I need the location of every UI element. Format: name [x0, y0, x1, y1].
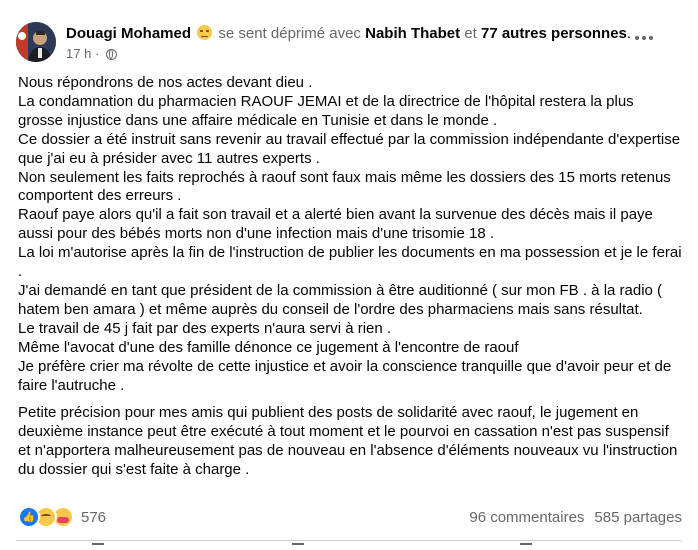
post-paragraph: Le travail de 45 j fait par des experts n'aura servi à rien .	[18, 319, 392, 337]
tagged-person-link[interactable]: Nabih Thabet	[365, 25, 461, 42]
post-author-line	[66, 25, 631, 42]
engagement-stats	[469, 506, 682, 528]
post-paragraph: Même l'avocat d'une des famille dénonce ce jugement à l'encontre de raouf	[18, 338, 519, 356]
post-paragraph: Ce dossier a été instruit sans revenir au travail effectué par la commission indépendante d'expertise que j'ai eu à présider avec 11 autres experts .	[18, 130, 681, 167]
post-paragraph: Non seulement les faits reprochés à raouf sont faux mais même les dossiers des 15 morts retenus comportent des erreurs .	[18, 168, 671, 205]
comments-count-link[interactable]: 96 commentaires	[469, 508, 585, 526]
post-postscript: Petite précision pour mes amis qui publient des posts de solidarité avec raouf, le jugement en deuxième instance peut être exécuté à tout moment et le pourvoi en cassation n'est pas suspensif et n'apportera malheureusement pas de nouveau en l'absence d'éléments nouveaux vu l'instruction du dossier qui s'est faite à charge .	[18, 404, 678, 479]
connector-text: et	[464, 25, 477, 42]
post-paragraph: Raouf paye alors qu'il a fait son travail et a alerté bien avant la survenue des décès mais il paye aussi pour des bébés morts non d'une infection mais d'une trisomie 18 .	[18, 206, 653, 243]
like-action-icon[interactable]	[92, 543, 104, 550]
others-link[interactable]: 77 autres personnes	[480, 25, 627, 42]
post-header	[16, 22, 682, 66]
sad-face-emoji-icon	[197, 25, 212, 40]
post-paragraph: La condamnation du pharmacien RAOUF JEMAI et de la directrice de l'hôpital restera la plus grosse injustice dans une affaire médicale en Tunisie et dans le monde .	[18, 92, 634, 129]
more-options-icon[interactable]	[628, 28, 660, 48]
post-paragraph: Nous répondrons de nos actes devant dieu .	[18, 74, 313, 91]
post-paragraph: J'ai demandé en tant que président de la commission à être auditionné ( sur mon FB . à la radio ( hatem ben amara ) et même auprès du conseil de l'ordre des pharmaciens mais sans résultat.	[18, 281, 663, 318]
like-reaction-icon: 👍	[18, 506, 40, 528]
period-text: .	[626, 25, 632, 42]
meta-separator: ·	[94, 46, 100, 61]
post-time[interactable]: 17 h	[66, 46, 92, 61]
post-paragraph: La loi m'autorise après la fin de l'instruction de publier les documents en ma possession et je le ferai .	[18, 244, 682, 281]
profile-photo-icon	[16, 22, 56, 62]
share-action-icon[interactable]	[520, 543, 532, 550]
reactions-summary[interactable]	[18, 506, 106, 528]
post-footer	[18, 506, 682, 528]
comment-action-icon[interactable]	[292, 543, 304, 550]
shares-count-link[interactable]: 585 partages	[594, 508, 682, 526]
author-name[interactable]: Douagi Mohamed	[66, 25, 192, 42]
reaction-count: 576	[81, 508, 107, 526]
post-paragraph: Je préfère crier ma révolte de cette injustice et avoir la conscience tranquille que d'avoir peur et de faire l'autruche .	[18, 357, 672, 394]
post-meta	[66, 46, 117, 61]
feeling-text: se sent déprimé avec	[218, 25, 361, 42]
post-body	[18, 74, 682, 480]
author-avatar[interactable]	[16, 22, 56, 62]
footer-divider	[16, 540, 682, 541]
globe-icon[interactable]	[106, 49, 117, 60]
